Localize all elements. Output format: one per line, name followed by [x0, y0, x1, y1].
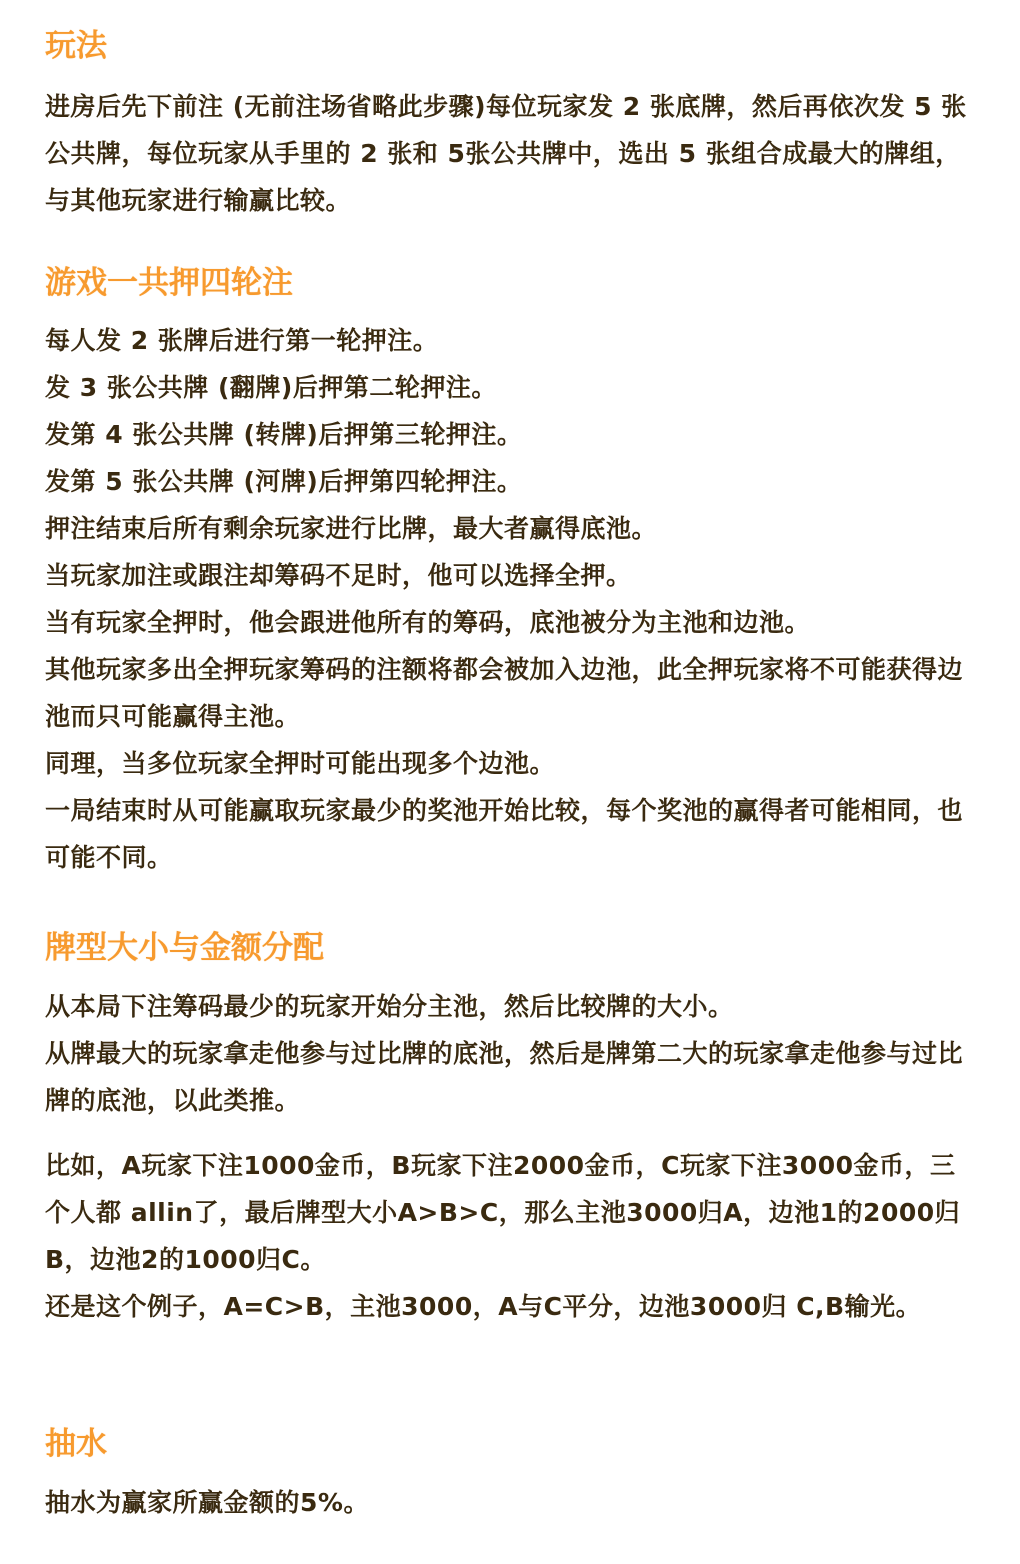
- section-body: [45, 1479, 975, 1526]
- paragraph: 每人发 2 张牌后进行第一轮押注。: [45, 326, 439, 355]
- section-title: 玩法: [45, 28, 107, 64]
- section-body: [45, 83, 975, 224]
- paragraph: 还是这个例子，A=C>B，主池3000，A与C平分，边池3000归 C,B输光。: [45, 1292, 922, 1321]
- paragraph: 当玩家加注或跟注却筹码不足时，他可以选择全押。: [45, 561, 632, 590]
- section-gameplay: [45, 26, 975, 224]
- paragraph: 一局结束时从可能赢取玩家最少的奖池开始比较，每个奖池的赢得者可能相同，也可能不同。: [45, 796, 964, 872]
- section-body: [45, 983, 975, 1330]
- section-body: [45, 317, 975, 881]
- paragraph: 发第 5 张公共牌 (河牌)后押第四轮押注。: [45, 467, 523, 496]
- paragraph: 从本局下注筹码最少的玩家开始分主池，然后比较牌的大小。: [45, 992, 734, 1021]
- paragraph: 押注结束后所有剩余玩家进行比牌，最大者赢得底池。: [45, 514, 658, 543]
- section-betting-rounds: [45, 263, 975, 881]
- section-title: 抽水: [45, 1426, 107, 1462]
- section-title: 游戏一共押四轮注: [45, 265, 293, 301]
- paragraph: 进房后先下前注 (无前注场省略此步骤)每位玩家发 2 张底牌，然后再依次发 5 张公共牌，每位玩家从手里的 2 张和 5张公共牌中，选出 5 张组合成最大的牌组，与其他玩家进行输赢比较。: [45, 92, 967, 215]
- paragraph: 其他玩家多出全押玩家筹码的注额将都会被加入边池，此全押玩家将不可能获得边池而只可能赢得主池。: [45, 655, 964, 731]
- section-title: 牌型大小与金额分配: [45, 930, 324, 966]
- paragraph: 同理，当多位玩家全押时可能出现多个边池。: [45, 749, 556, 778]
- paragraph: 发第 4 张公共牌 (转牌)后押第三轮押注。: [45, 420, 523, 449]
- paragraph-gap: [45, 1124, 975, 1142]
- paragraph: 从牌最大的玩家拿走他参与过比牌的底池，然后是牌第二大的玩家拿走他参与过比牌的底池，以此类推。: [45, 1039, 964, 1115]
- paragraph: 比如，A玩家下注1000金币，B玩家下注2000金币，C玩家下注3000金币，三个人都 allin了，最后牌型大小A>B>C，那么主池3000归A，边池1的2000归B，边池2的1000归C。: [45, 1151, 961, 1274]
- paragraph: 当有玩家全押时，他会跟进他所有的筹码，底池被分为主池和边池。: [45, 608, 811, 637]
- paragraph: 抽水为赢家所赢金额的5%。: [45, 1488, 369, 1517]
- section-rake: [45, 1424, 975, 1526]
- paragraph: 发 3 张公共牌 (翻牌)后押第二轮押注。: [45, 373, 497, 402]
- section-hand-ranking-payout: [45, 928, 975, 1330]
